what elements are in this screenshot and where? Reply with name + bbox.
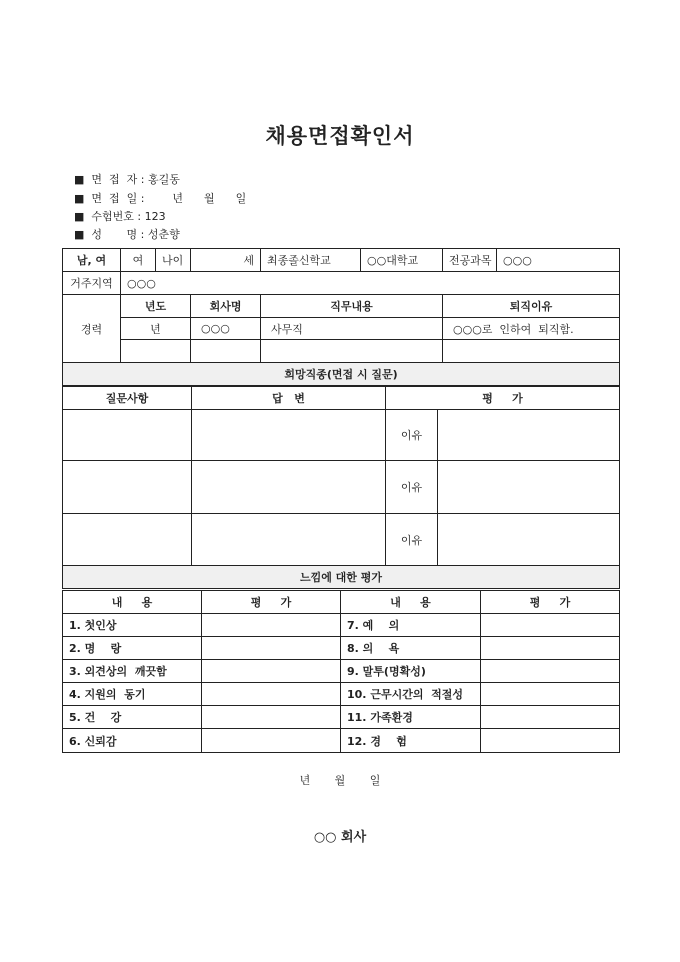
question-table: [62, 386, 620, 589]
answer-cell: [192, 514, 386, 566]
impression-row: [63, 614, 620, 637]
impression-item-right: 8. 의 욕: [341, 637, 481, 660]
education-label: 최종졸신학교: [261, 249, 361, 272]
question-header: 질문사항: [63, 387, 192, 410]
impression-row: [63, 637, 620, 660]
impression-header-content-right: 내 용: [341, 591, 481, 614]
impression-eval-left: [202, 729, 341, 753]
impression-header-content-left: 내 용: [63, 591, 202, 614]
interview-date-line: ■ 면 접 일 : 년 월 일: [74, 192, 247, 205]
major-label: 전공과목: [443, 249, 497, 272]
impression-item-left: 2. 명 랑: [63, 637, 202, 660]
answer-header: 답 변: [192, 387, 386, 410]
region-value: ○○○: [121, 272, 620, 295]
evaluation-header: 평 가: [386, 387, 620, 410]
career-header-reason: 퇴직이유: [443, 295, 620, 318]
question-cell: [63, 514, 192, 566]
applicant-name-line: ■ 성 명 : 성춘향: [74, 228, 180, 241]
impression-row: [63, 660, 620, 683]
impression-item-left: 1. 첫인상: [63, 614, 202, 637]
applicant-table: [62, 248, 620, 386]
impression-item-left: 6. 신뢰감: [63, 729, 202, 753]
impression-eval-left: [202, 614, 341, 637]
impression-row: [63, 729, 620, 753]
career-header-year: 년도: [121, 295, 191, 318]
impression-eval-right: [481, 683, 620, 706]
answer-cell: [192, 410, 386, 461]
reason-label: 이유: [386, 514, 438, 566]
question-cell: [63, 461, 192, 514]
gender-label: 남, 여: [63, 249, 121, 272]
desired-job-title: 희망직종(면접 시 질문): [63, 363, 620, 386]
impression-row: [63, 706, 620, 729]
company-name: ○○ 회사: [313, 830, 367, 845]
impression-eval-right: [481, 614, 620, 637]
impression-title: 느낌에 대한 평가: [63, 566, 620, 589]
impression-item-right: 12. 경 험: [341, 729, 481, 753]
reason-label: 이유: [386, 461, 438, 514]
career-duty: 사무직: [261, 318, 443, 340]
impression-header-eval-right: 평 가: [481, 591, 620, 614]
age-unit: 세: [191, 249, 261, 272]
impression-row: [63, 683, 620, 706]
impression-item-right: 9. 말투(명확성): [341, 660, 481, 683]
impression-eval-left: [202, 660, 341, 683]
reason-label: 이유: [386, 410, 438, 461]
region-label: 거주지역: [63, 272, 121, 295]
evaluation-cell: [438, 461, 620, 514]
career-duty-empty: [261, 340, 443, 363]
impression-eval-right: [481, 706, 620, 729]
impression-eval-left: [202, 683, 341, 706]
career-year: 년: [121, 318, 191, 340]
answer-cell: [192, 461, 386, 514]
impression-item-right: 10. 근무시간의 적절성: [341, 683, 481, 706]
impression-eval-left: [202, 706, 341, 729]
question-cell: [63, 410, 192, 461]
impression-item-right: 11. 가족환경: [341, 706, 481, 729]
career-company: ○○○: [191, 318, 261, 340]
impression-table: [62, 590, 620, 753]
impression-item-left: 5. 건 강: [63, 706, 202, 729]
impression-eval-right: [481, 729, 620, 753]
career-label: 경력: [63, 295, 121, 363]
gender-value: 여: [121, 249, 156, 272]
evaluation-cell: [438, 410, 620, 461]
impression-item-left: 3. 외견상의 깨끗함: [63, 660, 202, 683]
exam-number-line: ■ 수험번호 : 123: [74, 210, 166, 223]
impression-item-right: 7. 예 의: [341, 614, 481, 637]
career-header-company: 회사명: [191, 295, 261, 318]
career-header-duty: 직무내용: [261, 295, 443, 318]
age-label: 나이: [156, 249, 191, 272]
impression-eval-left: [202, 637, 341, 660]
impression-eval-right: [481, 660, 620, 683]
document-title: 채용면접확인서: [265, 124, 415, 148]
career-year-empty: [121, 340, 191, 363]
impression-header-eval-left: 평 가: [202, 591, 341, 614]
career-reason-empty: [443, 340, 620, 363]
evaluation-cell: [438, 514, 620, 566]
interviewer-line: ■ 면 접 자 : 홍길동: [74, 173, 180, 186]
career-reason: ○○○로 인하여 퇴직함.: [443, 318, 620, 340]
career-company-empty: [191, 340, 261, 363]
impression-item-left: 4. 지원의 동기: [63, 683, 202, 706]
footer-date: 년 월 일: [299, 774, 381, 787]
major-value: ○○○: [497, 249, 620, 272]
impression-eval-right: [481, 637, 620, 660]
education-value: ○○대학교: [361, 249, 443, 272]
